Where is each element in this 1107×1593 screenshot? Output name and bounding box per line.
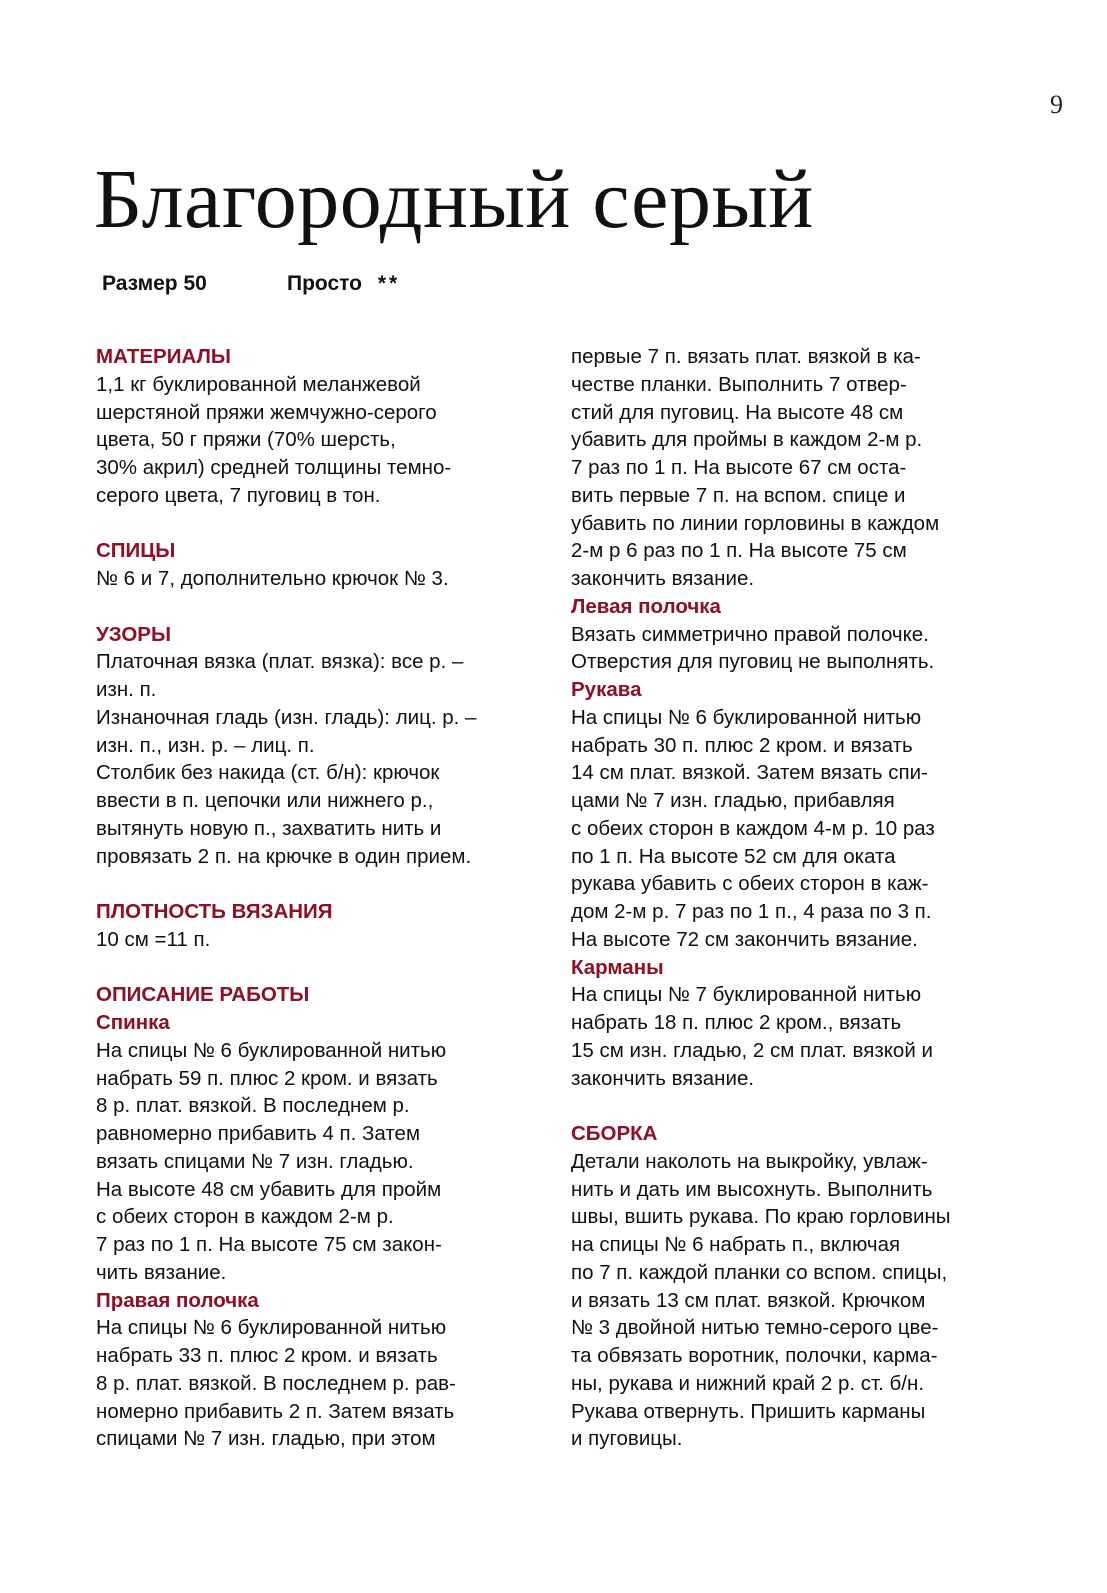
text-line: стий для пуговиц. На высоте 48 см [571,400,904,424]
section-heading: СПИЦЫ [96,539,176,563]
text-line: № 3 двойной нитью темно-серого цве- [571,1316,939,1340]
text-line: 15 см изн. гладью, 2 см плат. вязкой и [571,1038,933,1062]
text-line: Вязать симметрично правой полочке. [571,622,929,646]
text-line: с обеих сторон в каждом 4-м р. 10 раз [571,816,935,840]
text-line: На спицы № 6 буклированной нитью [96,1316,447,1340]
text-line: та обвязать воротник, полочки, карма- [571,1344,938,1367]
text-line: швы, вшить рукава. По краю горловины [571,1205,951,1229]
text-line: цвета, 50 г пряжи (70% шерсть, [96,428,396,452]
difficulty-text: Просто [287,272,362,295]
text-line: 14 см плат. вязкой. Затем вязать спи- [571,761,928,785]
text-line: 10 см =11 п. [96,927,211,951]
text-line: № 6 и 7, дополнительно крючок № 3. [96,567,449,590]
text-line: Детали наколоть на выкройку, увлаж- [571,1149,928,1173]
left-column [96,343,476,1453]
text-line: вытянуть новую п., захватить нить и [96,816,442,840]
section-heading: МАТЕРИАЛЫ [96,345,231,368]
text-line: набрать 18 п. плюс 2 кром., вязать [571,1011,902,1034]
text-line: изн. п. [96,678,157,701]
text-line: серого цвета, 7 пуговиц в тон. [96,483,381,507]
difficulty-stars: ** [377,272,401,295]
text-line: На высоте 72 см закончить вязание. [571,927,918,951]
text-line: набрать 30 п. плюс 2 кром. и вязать [571,733,913,757]
text-line: по 7 п. каждой планки со вспом. спицы, [571,1260,948,1284]
difficulty-label [287,272,400,296]
text-line: 30% акрил) средней толщины темно- [96,456,452,479]
text-line: убавить для проймы в каждом 2-м р. [571,428,923,452]
size-label: Размер 50 [102,272,207,295]
text-line: первые 7 п. вязать плат. вязкой в ка- [571,345,921,368]
text-line: вязать спицами № 7 изн. гладью. [96,1149,414,1173]
section-heading: ОПИСАНИЕ РАБОТЫ [96,983,310,1007]
page-title: Благородный серый [94,153,814,246]
text-line: Столбик без накида (ст. б/н): крючок [96,761,440,785]
text-line: убавить по линии горловины в каждом [571,511,940,535]
text-line: Платочная вязка (плат. вязка): все р. – [96,650,464,674]
spacer [96,870,476,898]
section-heading: Спинка [96,1011,170,1034]
text-line: вить первые 7 п. на вспом. спице и [571,483,906,507]
text-line: на спицы № 6 набрать п., включая [571,1233,901,1256]
text-line: На спицы № 7 буклированной нитью [571,983,922,1007]
spacer [96,593,476,621]
spacer [96,954,476,982]
text-line: 8 р. плат. вязкой. В последнем р. [96,1094,410,1118]
section-heading: УЗОРЫ [96,622,172,646]
section-heading: Карманы [571,955,664,979]
text-line: 8 р. плат. вязкой. В последнем р. рав- [96,1371,456,1395]
text-line: закончить вязание. [571,1066,755,1090]
text-line: и пуговицы. [571,1427,683,1451]
text-line: чить вязание. [96,1260,227,1284]
text-line: провязать 2 п. на крючке в один прием. [96,844,472,868]
section-heading: Левая полочка [571,594,721,618]
text-line: дом 2-м р. 7 раз по 1 п., 4 раза по 3 п. [571,900,932,923]
text-line: 2-м р 6 раз по 1 п. На высоте 75 см [571,539,907,563]
text-line: набрать 59 п. плюс 2 кром. и вязать [96,1066,438,1090]
text-line: набрать 33 п. плюс 2 кром. и вязать [96,1344,438,1367]
text-line: 7 раз по 1 п. На высоте 67 см оста- [571,456,907,479]
spacer [96,510,476,538]
text-line: номерно прибавить 2 п. Затем вязать [96,1399,455,1423]
page-number: 9 [1050,90,1063,119]
spacer [571,1092,951,1120]
text-line: цами № 7 изн. гладью, прибавляя [571,789,895,812]
text-line: по 1 п. На высоте 52 см для оката [571,844,896,868]
text-line: нить и дать им высохнуть. Выполнить [571,1177,933,1201]
text-line: ввести в п. цепочки или нижнего р., [96,789,434,812]
text-line: На спицы № 6 буклированной нитью [96,1038,447,1062]
section-heading: Рукава [571,678,642,701]
text-line: и вязать 13 см плат. вязкой. Крючком [571,1288,926,1312]
text-line: изн. п., изн. р. – лиц. п. [96,733,315,757]
text-line: шерстяной пряжи жемчужно-серого [96,400,437,424]
text-line: Изнаночная гладь (изн. гладь): лиц. р. – [96,705,477,729]
text-line: 7 раз по 1 п. На высоте 75 см закон- [96,1233,442,1256]
text-line: ны, рукава и нижний край 2 р. ст. б/н. [571,1371,925,1395]
text-line: рукава убавить с обеих сторон в каж- [571,872,929,896]
section-heading: ПЛОТНОСТЬ ВЯЗАНИЯ [96,900,333,923]
text-line: закончить вязание. [571,567,755,590]
text-line: Рукава отвернуть. Пришить карманы [571,1399,926,1423]
text-line: На высоте 48 см убавить для пройм [96,1177,442,1201]
text-line: Отверстия для пуговиц не выполнять. [571,650,935,674]
text-line: честве планки. Выполнить 7 отвер- [571,372,907,396]
right-column [571,343,951,1453]
section-heading: Правая полочка [96,1288,259,1312]
text-line: с обеих сторон в каждом 2-м р. [96,1205,394,1229]
text-line: равномерно прибавить 4 п. Затем [96,1122,421,1145]
section-heading: СБОРКА [571,1122,658,1145]
text-line: спицами № 7 изн. гладью, при этом [96,1427,436,1451]
text-line: 1,1 кг буклированной меланжевой [96,372,421,396]
text-line: На спицы № 6 буклированной нитью [571,705,922,729]
